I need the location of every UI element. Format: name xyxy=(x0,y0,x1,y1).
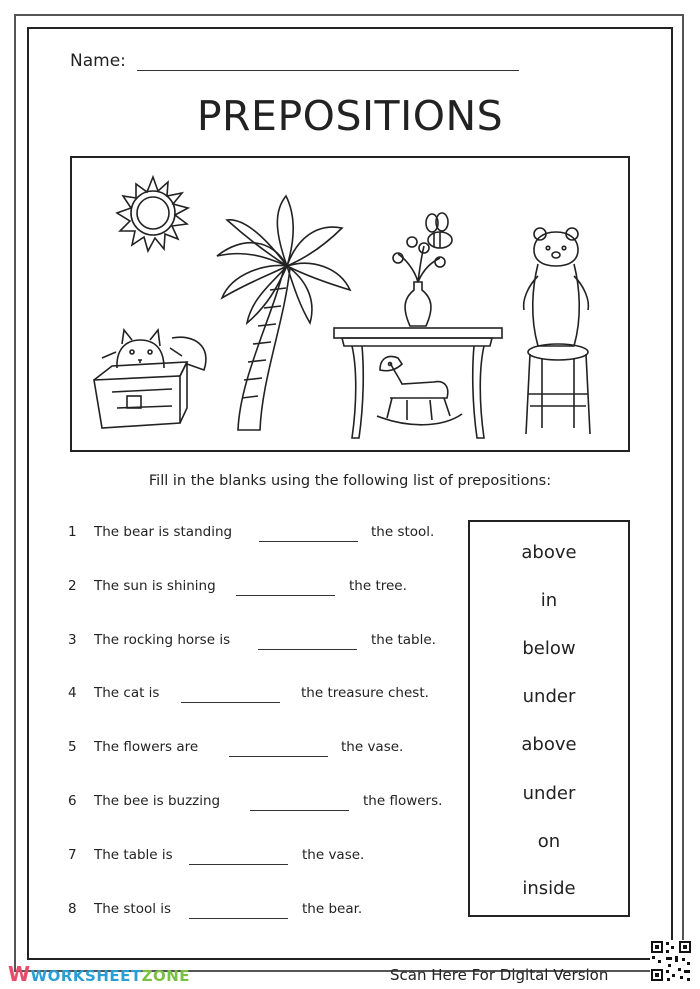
word-bank-item: below xyxy=(522,638,576,659)
question-text: The table is xyxy=(94,847,173,863)
answer-blank[interactable] xyxy=(181,702,280,703)
vase-icon xyxy=(405,282,431,326)
answer-blank[interactable] xyxy=(258,649,357,650)
answer-blank[interactable] xyxy=(236,595,335,596)
question-number: 4 xyxy=(68,685,77,701)
question-number: 3 xyxy=(68,632,77,648)
bee-icon xyxy=(426,213,452,248)
question-ending: the bear. xyxy=(302,901,363,917)
question-ending: the stool. xyxy=(371,524,435,540)
question-text: The bear is standing xyxy=(94,524,233,540)
name-field-line[interactable] xyxy=(137,70,519,71)
question-ending: the tree. xyxy=(349,578,407,594)
question-ending: the table. xyxy=(371,632,436,648)
word-bank-item: above xyxy=(521,734,577,755)
word-bank-item: on xyxy=(537,831,561,852)
word-bank xyxy=(468,520,630,917)
sun-icon xyxy=(117,177,188,251)
treasure-chest-icon xyxy=(94,337,206,428)
question-number: 1 xyxy=(68,524,77,540)
word-bank-item: inside xyxy=(522,878,576,899)
word-bank-item: above xyxy=(521,542,577,563)
question-number: 5 xyxy=(68,739,77,755)
question-ending: the vase. xyxy=(302,847,365,863)
answer-blank[interactable] xyxy=(189,918,288,919)
question-text: The sun is shining xyxy=(94,578,216,594)
rocking-horse-icon xyxy=(377,357,462,425)
question-number: 8 xyxy=(68,901,77,917)
instructions: Fill in the blanks using the following list of prepositions: xyxy=(148,473,552,489)
question-text: The cat is xyxy=(94,685,160,701)
answer-blank[interactable] xyxy=(229,756,328,757)
name-label: Name: xyxy=(70,51,126,71)
answer-blank[interactable] xyxy=(259,541,358,542)
stool-icon xyxy=(526,344,590,434)
question-number: 7 xyxy=(68,847,77,863)
word-bank-item: under xyxy=(522,783,576,804)
question-ending: the vase. xyxy=(341,739,404,755)
qr-code-icon[interactable] xyxy=(650,940,692,982)
question-text: The flowers are xyxy=(94,739,199,755)
answer-blank[interactable] xyxy=(250,810,349,811)
question-text: The rocking horse is xyxy=(94,632,231,648)
question-ending: the flowers. xyxy=(363,793,443,809)
scene-picture xyxy=(70,156,630,452)
worksheetzone-logo[interactable]: WWORKSHEETZONE xyxy=(8,962,191,986)
question-text: The stool is xyxy=(94,901,172,917)
question-ending: the treasure chest. xyxy=(301,685,429,701)
flowers-icon xyxy=(393,237,445,282)
footer xyxy=(0,962,700,989)
word-bank-item: under xyxy=(522,686,576,707)
answer-blank[interactable] xyxy=(189,864,288,865)
question-text: The bee is buzzing xyxy=(94,793,221,809)
bear-icon xyxy=(524,228,589,346)
question-number: 2 xyxy=(68,578,77,594)
scan-text: Scan Here For Digital Version xyxy=(390,966,609,984)
word-bank-item: in xyxy=(540,590,558,611)
question-number: 6 xyxy=(68,793,77,809)
palm-tree-icon xyxy=(217,196,350,430)
page-title: PREPOSITIONS xyxy=(196,92,504,140)
